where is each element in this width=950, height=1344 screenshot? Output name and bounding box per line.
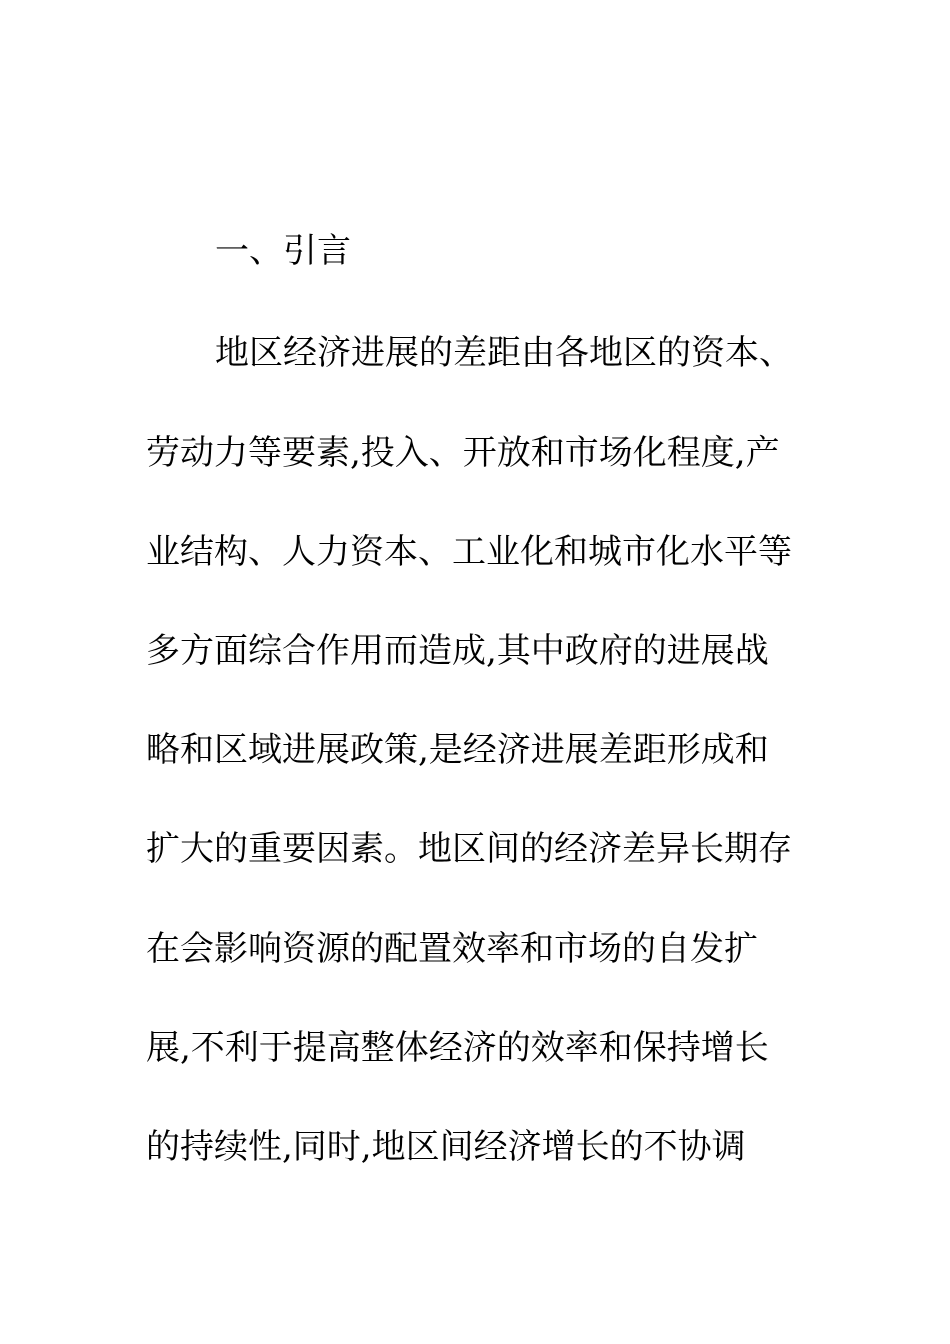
- section-heading: 一、引言: [215, 231, 351, 271]
- paragraph-line: 略和区域进展政策,是经济进展差距形成和: [146, 730, 769, 770]
- paragraph-line: 在会影响资源的配置效率和市场的自发扩: [146, 929, 758, 969]
- paragraph-line: 展,不利于提高整体经济的效率和保持增长: [146, 1028, 769, 1068]
- paragraph-line: 劳动力等要素,投入、开放和市场化程度,产: [146, 433, 780, 473]
- paragraph-line: 的持续性,同时,地区间经济增长的不协调: [146, 1127, 746, 1167]
- paragraph-line: 多方面综合作用而造成,其中政府的进展战: [146, 631, 769, 671]
- paragraph-line: 地区经济进展的差距由各地区的资本、: [215, 333, 793, 373]
- paragraph-line: 业结构、人力资本、工业化和城市化水平等: [146, 532, 792, 572]
- paragraph-line: 扩大的重要因素。地区间的经济差异长期存: [146, 829, 792, 869]
